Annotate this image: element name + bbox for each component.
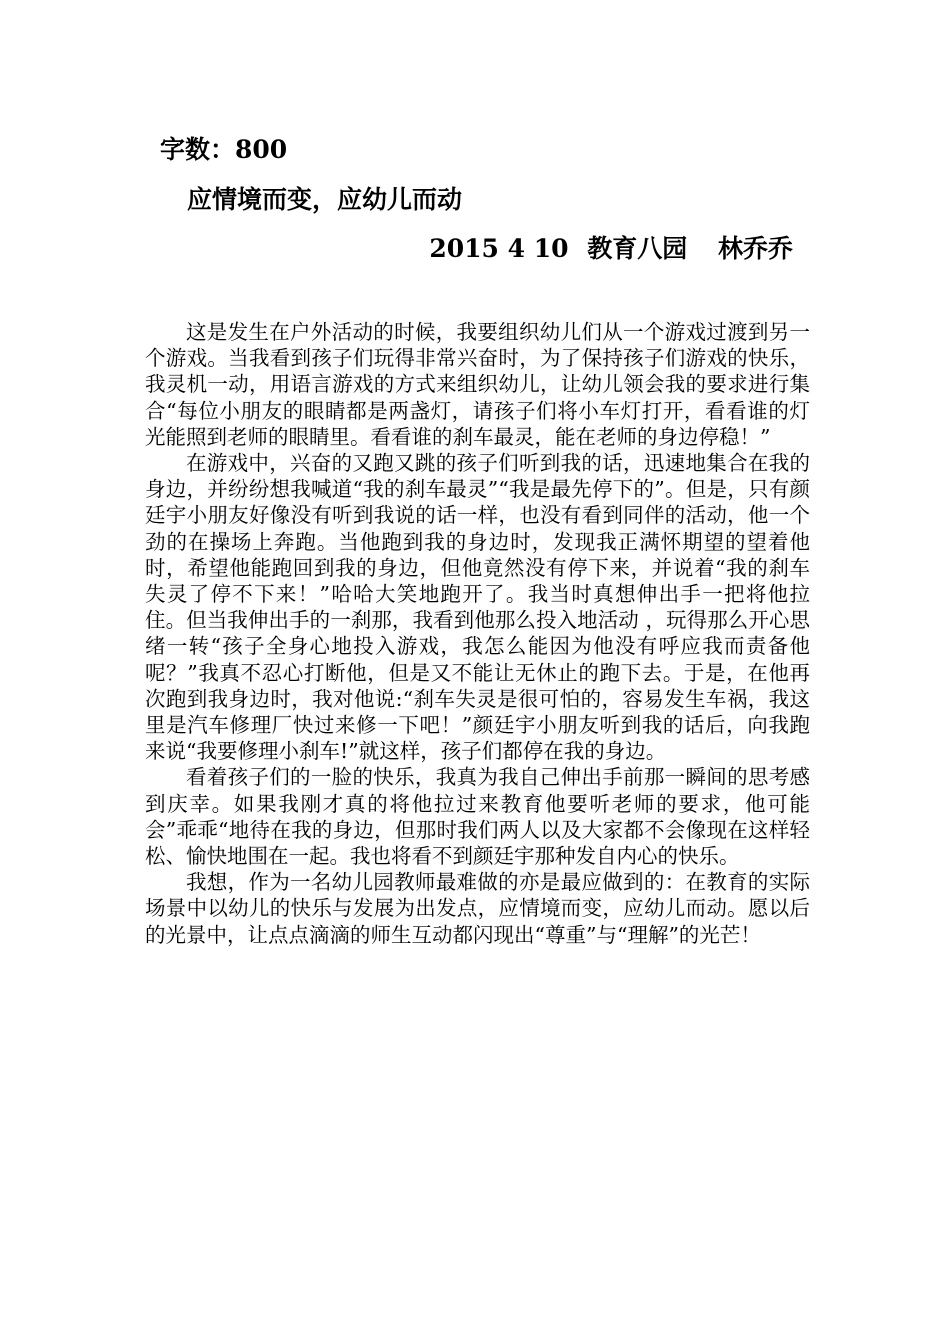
byline-school: 教育八园 xyxy=(587,234,688,263)
byline-date: 2015 4 10 xyxy=(429,234,569,263)
paragraph-2: 在游戏中，兴奋的又跑又跳的孩子们听到我的话，迅速地集合在我的身边，并纷纷想我喊道“我的刹车最灵”“我是最先停下的”。但是，只有颜廷宇小朋友好像没有听到我说的话一样，也没有看到同伴的活动，他一个劲的在操场上奔跑。当他跑到我的身边时，发现我正满怀期望的望着他时，希望他能跑回到我的身边，但他竟然没有停下来，并说着“我的刹车失灵了停不下来！”哈哈大笑地跑开了。我当时真想伸出手一把将他拉住。但当我伸出手的一刹那，我看到他那么投入地活动 ，玩得那么开心思绪一转“孩子全身心地投入游戏，我怎么能因为他没有呼应我而责备他呢？”我真不忍心打断他，但是又不能让无休止的跑下去。于是，在他再次跑到我身边时，我对他说:“刹车失灵是很可怕的，容易发生车祸，我这里是汽车修理厂快过来修一下吧！”颜廷宇小朋友听到我的话后，向我跑来说“我要修理小刹车!”就这样，孩子们都停在我的身边。 xyxy=(145,451,810,764)
paragraph-4: 我想，作为一名幼儿园教师最难做的亦是最应做到的：在教育的实际场景中以幼儿的快乐与发展为出发点，应情境而变，应幼儿而动。愿以后的光景中，让点点滴滴的师生互动都闪现出“尊重”与“理解”的光芒！ xyxy=(145,870,810,947)
paragraph-3: 看着孩子们的一脸的快乐，我真为我自己伸出手前那一瞬间的思考感到庆幸。如果我刚才真的将他拉过来教育他要听老师的要求，他可能会”乖乖“地待在我的身边，但那时我们两人以及大家都不会像现在这样轻松、愉快地围在一起。我也将看不到颜廷宇那种发自内心的快乐。 xyxy=(145,765,810,869)
byline xyxy=(429,233,793,265)
byline-author: 林乔乔 xyxy=(717,234,793,263)
body-text xyxy=(145,319,810,948)
document-title: 应情境而变，应幼儿而动 xyxy=(187,185,463,214)
word-count: 字数：800 xyxy=(160,135,288,164)
paragraph-1: 这是发生在户外活动的时候，我要组织幼儿们从一个游戏过渡到另一个游戏。当我看到孩子们玩得非常兴奋时，为了保持孩子们游戏的快乐，我灵机一动，用语言游戏的方式来组织幼儿，让幼儿领会我的要求进行集合“每位小朋友的眼睛都是两盏灯，请孩子们将小车灯打开，看看谁的灯光能照到老师的眼睛里。看看谁的刹车最灵，能在老师的身边停稳！” xyxy=(145,320,810,449)
